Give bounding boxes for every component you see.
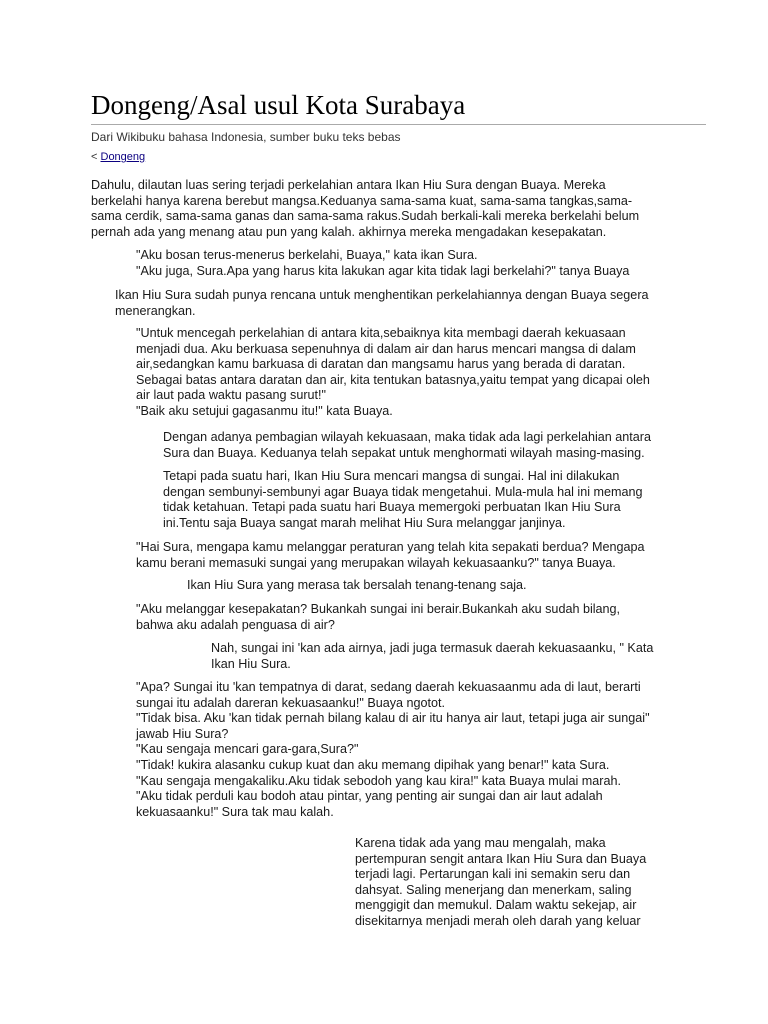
text-line: "Aku melanggar kesepakatan? Bukankah sungai ini berair.Bukankah aku sudah bilang, <box>136 602 621 616</box>
text-line: Nah, sungai ini 'kan ada airnya, jadi juga termasuk daerah kekuasaanku, " Kata <box>211 641 654 655</box>
text-line: pertempuran sengit antara Ikan Hiu Sura dan Buaya <box>355 851 647 866</box>
text-line: "Kau sengaja mencari gara-gara,Sura?" <box>136 742 359 757</box>
paragraph-calm <box>187 578 527 594</box>
text-line: Sura dan Buaya. Keduanya telah sepakat untuk menghormati wilayah masing-masing. <box>163 445 645 460</box>
text-line: ini.Tentu saja Buaya sangat marah melihat Hiu Sura melanggar janjinya. <box>163 515 566 530</box>
dialogue-accusation <box>136 540 645 571</box>
text-line: sama cerdik, sama-sama ganas dan sama-sama rakus.Sudah berkali-kali mereka berkelahi belum <box>91 209 640 224</box>
text-line: Dengan adanya pembagian wilayah kekuasaan, maka tidak ada lagi perkelahian antara <box>163 430 651 444</box>
text-line: air,sedangkan kamu barkuasa di daratan dan mangsamu harus yang berada di daratan. <box>136 357 626 372</box>
text-line: menerangkan. <box>115 303 196 318</box>
dialogue-agreement <box>136 326 650 420</box>
dialogue-argument <box>136 680 650 820</box>
paragraph-violation <box>163 469 643 531</box>
title-divider <box>91 124 706 125</box>
paragraph-intro <box>91 178 639 240</box>
text-line: "Aku tidak perduli kau bodoh atau pintar, yang penting air sungai dan air laut adalah <box>136 789 603 804</box>
text-line: "Baik aku setujui gagasanmu itu!" kata Buaya. <box>136 403 393 418</box>
page-subtitle: Dari Wikibuku bahasa Indonesia, sumber buku teks bebas <box>91 130 401 144</box>
text-line: air laut pada waktu pasang surut!" <box>136 388 326 403</box>
text-line: terjadi lagi. Pertarungan kali ini semakin seru dan <box>355 867 631 882</box>
text-line: Ikan Hiu Sura sudah punya rencana untuk menghentikan perkelahiannya dengan Buaya segera <box>115 288 649 302</box>
text-line: disekitarnya menjadi merah oleh darah yang keluar <box>355 913 641 928</box>
dialogue-river-claim <box>211 641 653 672</box>
text-line: "Aku juga, Sura.Apa yang harus kita lakukan agar kita tidak lagi berkelahi?" tanya Buaya <box>136 263 630 278</box>
paragraph-division <box>163 430 651 461</box>
dialogue-defense <box>136 602 620 633</box>
text-line: menjadi dua. Aku berkuasa sepenuhnya di dalam air dan harus mencari mangsa di dalam <box>136 341 636 356</box>
breadcrumb-link-dongeng[interactable]: Dongeng <box>100 151 146 163</box>
paragraph-battle <box>355 836 646 930</box>
text-line: "Apa? Sungai itu 'kan tempatnya di darat, sedang daerah kekuasaanmu ada di laut, berarti <box>136 680 641 694</box>
text-line: jawab Hiu Sura? <box>136 726 229 741</box>
text-line: "Hai Sura, mengapa kamu melanggar peraturan yang telah kita sepakati berdua? Mengapa <box>136 540 645 554</box>
text-line: kekuasaanku!" Sura tak mau kalah. <box>136 804 334 819</box>
text-line: "Aku bosan terus-menerus berkelahi, Buaya," kata ikan Sura. <box>136 248 478 262</box>
paragraph-plan <box>115 288 649 319</box>
text-line: berkelahi hanya karena berebut mangsa.Keduanya sama-sama kuat, sama-sama tangkas,sama- <box>91 193 633 208</box>
text-line: Dahulu, dilautan luas sering terjadi perkelahian antara Ikan Hiu Sura dengan Buaya. Mereka <box>91 178 606 192</box>
text-line: Karena tidak ada yang mau mengalah, maka <box>355 836 606 850</box>
text-line: pernah ada yang menang atau pun yang kalah. akhirnya mereka mengadakan kesepakatan. <box>91 224 607 239</box>
text-line: tidak ketahuan. Tetapi pada suatu hari Buaya memergoki perbuatan Ikan Hiu Sura <box>163 500 621 515</box>
text-line: Tetapi pada suatu hari, Ikan Hiu Sura mencari mangsa di sungai. Hal ini dilakukan <box>163 469 620 483</box>
text-line: "Tidak bisa. Aku 'kan tidak pernah bilang kalau di air itu hanya air laut, tetapi juga air sungai" <box>136 711 650 726</box>
breadcrumb <box>91 150 145 166</box>
text-line: dahsyat. Saling menerjang dan menerkam, saling <box>355 882 632 897</box>
text-line: menggigit dan memukul. Dalam waktu sekejap, air <box>355 898 637 913</box>
text-line: Ikan Hiu Sura. <box>211 656 291 671</box>
text-line: kamu berani memasuki sungai yang merupakan wilayah kekuasaanku?" tanya Buaya. <box>136 555 616 570</box>
dialogue-opening <box>136 248 629 279</box>
text-line: Ikan Hiu Sura yang merasa tak bersalah tenang-tenang saja. <box>187 578 527 592</box>
text-line: "Kau sengaja mengakaliku.Aku tidak sebodoh yang kau kira!" kata Buaya mulai marah. <box>136 773 621 788</box>
text-line: "Untuk mencegah perkelahian di antara kita,sebaiknya kita membagi daerah kekuasaan <box>136 326 626 340</box>
breadcrumb-prefix: < <box>91 151 98 163</box>
text-line: Sebagai batas antara daratan dan air, kita tentukan batasnya,yaitu tempat yang dicapai oleh <box>136 372 650 387</box>
text-line: bahwa aku adalah penguasa di air? <box>136 617 335 632</box>
text-line: "Tidak! kukira alasanku cukup kuat dan aku memang dipihak yang benar!" kata Sura. <box>136 757 610 772</box>
page-title: Dongeng/Asal usul Kota Surabaya <box>91 90 466 120</box>
text-line: dengan sembunyi-sembunyi agar Buaya tidak mengetahui. Mula-mula hal ini memang <box>163 484 643 499</box>
text-line: sungai itu adalah dareran kekuasaanku!" Buaya ngotot. <box>136 695 446 710</box>
